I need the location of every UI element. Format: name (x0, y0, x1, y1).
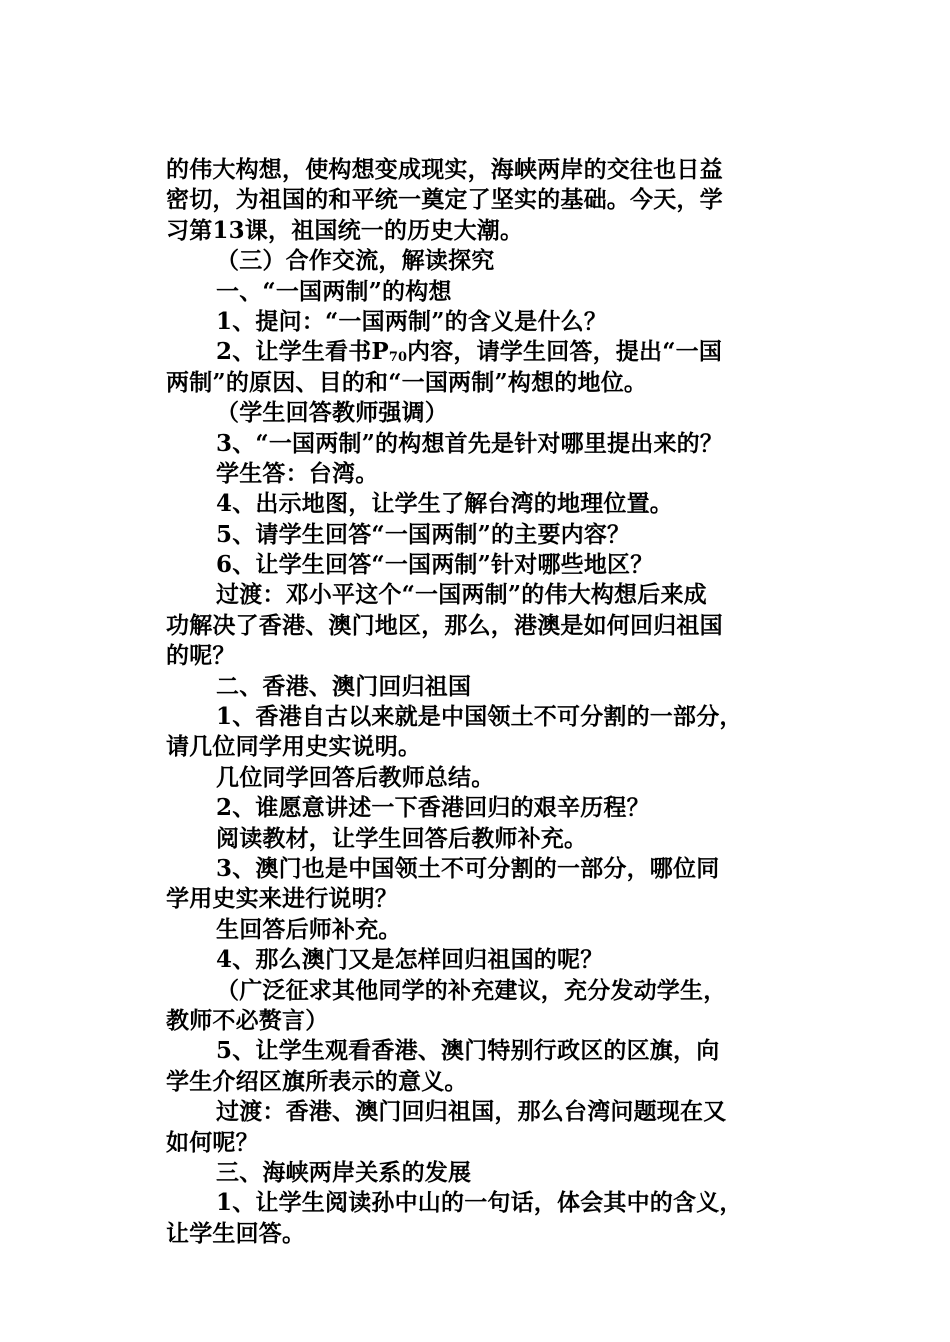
paragraph-line: 过渡：香港、澳门回归祖国，那么台湾问题现在又 (216, 1098, 727, 1126)
paragraph-line: 学生答：台湾。 (216, 459, 379, 487)
section-heading: 二、香港、澳门回归祖国 (216, 672, 472, 700)
lesson-plan-text (166, 155, 786, 1249)
paragraph-line: 1、提问：“一国两制”的含义是什么？ (216, 307, 608, 335)
paragraph-line: 阅读教材，让学生回答后教师补充。 (216, 824, 588, 852)
section-heading: 三、海峡两岸关系的发展 (216, 1158, 472, 1186)
paragraph-line: 密切，为祖国的和平统一奠定了坚实的基础。今天，学 (166, 186, 723, 214)
paragraph-line: 两制”的原因、目的和“一国两制”构想的地位。 (166, 368, 648, 396)
section-heading: （三）合作交流，解读探究 (216, 247, 495, 275)
paragraph-line: 功解决了香港、澳门地区，那么，港澳是如何回归祖国 (166, 611, 723, 639)
paragraph-line: 5、请学生回答“一国两制”的主要内容？ (216, 520, 631, 548)
paragraph-line: 4、那么澳门又是怎样回归祖国的呢？ (216, 946, 604, 974)
paragraph-line: 如何呢？ (166, 1128, 259, 1156)
paragraph-line: 3、澳门也是中国领土不可分割的一部分，哪位同 (216, 854, 720, 882)
paragraph-line: 6、让学生回答“一国两制”针对哪些地区？ (216, 551, 654, 579)
paragraph-line: 教师不必赘言） (166, 1006, 329, 1034)
paragraph-line: 5、让学生观看香港、澳门特别行政区的区旗，向 (216, 1037, 720, 1065)
paragraph-line: 3、“一国两制”的构想首先是针对哪里提出来的？ (216, 429, 724, 457)
paragraph-line: （广泛征求其他同学的补充建议，充分发动学生， (216, 976, 727, 1004)
paragraph-line: 学用史实来进行说明？ (166, 885, 398, 913)
paragraph-line: 2、谁愿意讲述一下香港回归的艰辛历程？ (216, 794, 650, 822)
text-fragment: 内容，请学生回答，提出“一国 (407, 338, 723, 366)
paragraph-line: 几位同学回答后教师总结。 (216, 763, 495, 791)
paragraph-line: 习第13课，祖国统一的历史大潮。 (166, 216, 524, 244)
paragraph-line: 1、香港自古以来就是中国领土不可分割的一部分， (216, 703, 743, 731)
paragraph-line: 1、让学生阅读孙中山的一句话，体会其中的含义， (216, 1189, 743, 1217)
paragraph-line (166, 337, 786, 367)
paragraph-line: 生回答后师补充。 (216, 915, 402, 943)
paragraph-line: 的伟大构想，使构想变成现实，海峡两岸的交往也日益 (166, 156, 723, 183)
paragraph-line: （学生回答教师强调） (216, 399, 448, 427)
paragraph-line: 学生介绍区旗所表示的意义。 (166, 1067, 468, 1095)
paragraph-line: 请几位同学用史实说明。 (166, 733, 422, 761)
text-fragment: 2、让学生看书P (216, 338, 389, 366)
paragraph-line: 让学生回答。 (166, 1219, 306, 1247)
section-heading: 一、“一国两制”的构想 (216, 277, 452, 305)
paragraph-line: 4、出示地图，让学生了解台湾的地理位置。 (216, 490, 674, 518)
paragraph-line: 过渡：邓小平这个“一国两制”的伟大构想后来成 (216, 581, 707, 609)
paragraph-line: 的呢？ (166, 642, 236, 670)
page-subscript: 70 (388, 350, 407, 366)
